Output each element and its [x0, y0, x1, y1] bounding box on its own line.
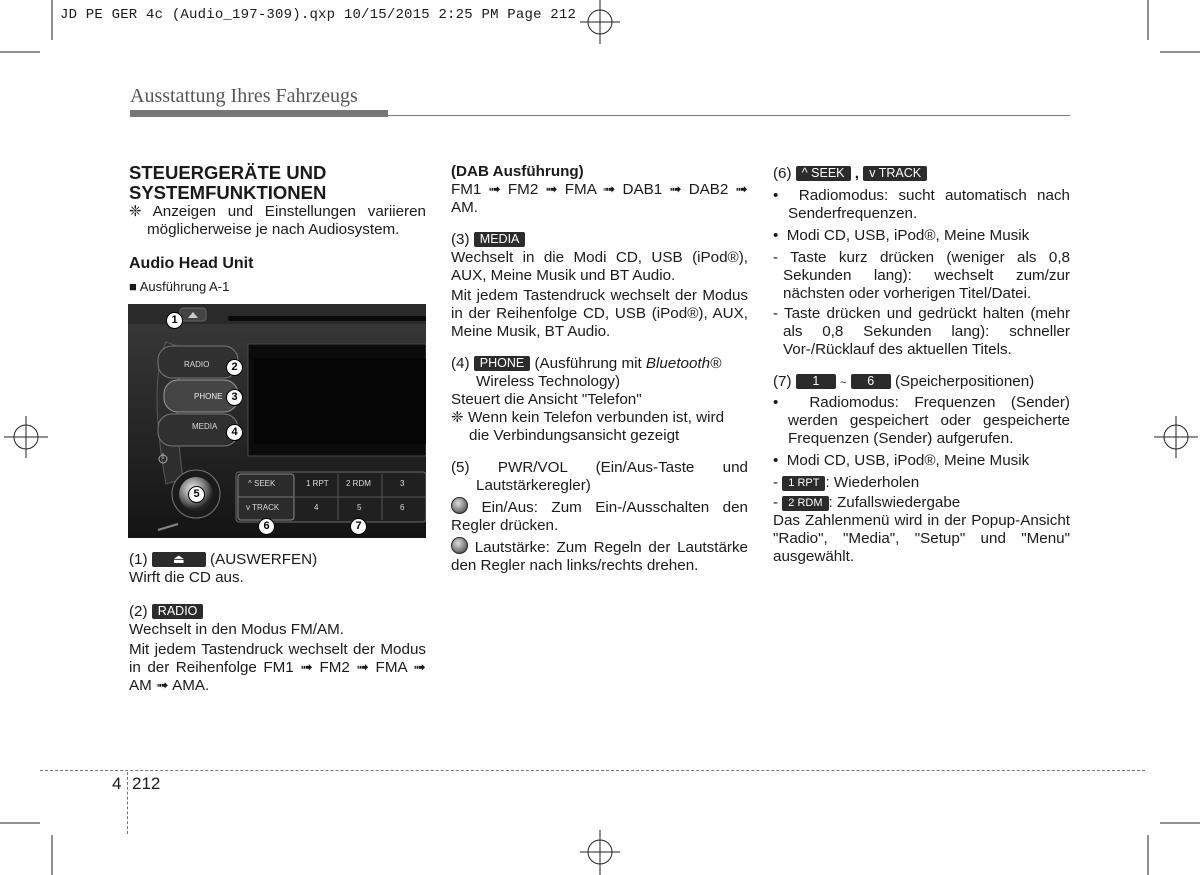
eject-key: ⏏ [152, 552, 206, 567]
header-bar [130, 110, 388, 117]
phone-key: PHONE [474, 356, 530, 371]
callout-2: 2 [226, 359, 243, 376]
item-3-text1: Wechselt in die Modi CD, USB (iPod®), AUX, Meine Musik und BT Audio. [451, 249, 748, 284]
media-key: MEDIA [474, 232, 526, 247]
dash-short-press: - Taste kurz drücken (weniger als 0,8 Sekunden lang): wechselt zum/zur nächsten oder vorherigen Titel/Datei. [773, 249, 1070, 302]
item-4-post: Wireless Technology) [476, 373, 621, 390]
callout-6: 6 [258, 518, 275, 535]
dab-text: FM1 ➟ FM2 ➟ FMA ➟ DAB1 ➟ DAB2 ➟ AM. [451, 181, 748, 216]
seek-key: ^ SEEK [796, 166, 851, 181]
item-7-line: (7) 1 ~ 6 (Speicherpositionen) [773, 373, 1035, 390]
knob-icon [451, 537, 468, 554]
item-4-text: Steuert die Ansicht "Telefon" [451, 391, 642, 408]
preset-2-label: 2 RDM [346, 479, 371, 488]
bullet-radiomode-search: • Radiomodus: sucht automatisch nach Senderfrequenzen. [773, 187, 1070, 222]
header-rule [388, 115, 1070, 116]
item-4-line: (4) PHONE (Ausführung mit Bluetooth® [451, 355, 722, 372]
footer-separator [127, 772, 128, 834]
knob-icon [451, 497, 468, 514]
callout-1: 1 [166, 312, 183, 329]
print-slug: JD PE GER 4c (Audio_197-309).qxp 10/15/2015 2:25 PM Page 212 [60, 7, 577, 23]
preset-1-label: 1 RPT [306, 479, 329, 488]
seek-button-label: ^ SEEK [248, 479, 276, 488]
item-2-line: (2) RADIO [129, 603, 426, 621]
main-title-line2: SYSTEMFUNKTIONEN [129, 182, 327, 203]
item-1-text: Wirft die CD aus. [129, 569, 244, 586]
item-2-text2: Mit jedem Tastendruck wechselt der Modus in der Reihenfolge FM1 ➟ FM2 ➟ FMA ➟ AM ➟ AMA. [129, 641, 426, 694]
item-5-onoff: Ein/Aus: Zum Ein-/Ausschalten den Regler drücken. [451, 499, 748, 534]
main-title-line1: STEUERGERÄTE UND [129, 162, 327, 183]
item-5-vol: Lautstärke: Zum Regeln der Lautstärke den Regler nach links/rechts drehen. [451, 539, 748, 574]
item-3-line: (3) MEDIA [451, 231, 748, 249]
callout-7: 7 [350, 518, 367, 535]
callout-3: 3 [226, 389, 243, 406]
display-note: ❈ Anzeigen und Einstellungen variieren möglicherweise je nach Audiosystem. [129, 203, 426, 238]
track-key: v TRACK [863, 166, 927, 181]
callout-5: 5 [188, 486, 205, 503]
section-header: Ausstattung Ihres Fahrzeugs [130, 85, 358, 107]
preset-6-label: 6 [400, 503, 405, 512]
item-6-line: (6) ^ SEEK , v TRACK [773, 165, 1070, 183]
chapter-number: 4 [112, 774, 122, 793]
page-number: 212 [132, 774, 161, 793]
random-key: 2 RDM [782, 496, 828, 511]
radio-button-label: RADIO [184, 360, 210, 369]
preset-3-label: 3 [400, 479, 405, 488]
head-unit-photo [128, 304, 426, 538]
item-4-note: ❈ Wenn kein Telefon verbunden ist, wird die Verbindungsansicht gezeigt [451, 409, 725, 444]
random-line: - 2 RDM : Zufallswiedergabe [773, 494, 961, 511]
preset-1-key: 1 [796, 374, 836, 389]
repeat-key: 1 RPT [782, 476, 825, 491]
callout-4: 4 [226, 424, 243, 441]
bullet-radiomode-store: • Radiomodus: Frequenzen (Sender) werden gespeichert oder gespeicherte Frequenzen (Sender) aufgerufen. [773, 394, 1070, 447]
item-5-head: (5) PWR/VOL (Ein/Aus-Taste und Lautstärkeregler) [451, 459, 748, 494]
column-1-items [129, 551, 426, 695]
preset-6-key: 6 [851, 374, 891, 389]
phone-button-label: PHONE [194, 392, 223, 401]
footer-rule [40, 770, 1145, 771]
bullet-modes-2: • Modi CD, USB, iPod®, Meine Musik [773, 452, 1030, 469]
repeat-line: - 1 RPT : Wiederholen [773, 474, 920, 491]
radio-key: RADIO [152, 604, 204, 619]
column-2 [451, 163, 748, 575]
media-button-label: MEDIA [192, 422, 218, 431]
variant-label: ■ Ausführung A-1 [129, 279, 230, 294]
dash-long-press: - Taste drücken und gedrückt halten (mehr als 0,8 Sekunden lang): schneller Vor-/Rücklauf des aktuellen Titels. [773, 305, 1070, 358]
preset-4-label: 4 [314, 503, 319, 512]
column-3 [773, 165, 1070, 566]
audio-head-unit-heading: Audio Head Unit [129, 255, 254, 272]
track-button-label: v TRACK [246, 503, 280, 512]
preset-5-label: 5 [357, 503, 362, 512]
column-1 [129, 163, 426, 296]
item-3-text2: Mit jedem Tastendruck wechselt der Modus in der Reihenfolge CD, USB (iPod®), AUX, Meine Musik, BT Audio. [451, 287, 748, 340]
item-1-line: (1) ⏏ (AUSWERFEN) [129, 551, 318, 568]
bullet-modes-1: • Modi CD, USB, iPod®, Meine Musik [773, 227, 1030, 244]
closing-text: Das Zahlenmenü wird in der Popup-Ansicht "Radio", "Media", "Setup" und "Menu" ausgewählt. [773, 512, 1070, 565]
dab-title: (DAB Ausführung) [451, 163, 584, 180]
item-2-text1: Wechselt in den Modus FM/AM. [129, 621, 344, 638]
